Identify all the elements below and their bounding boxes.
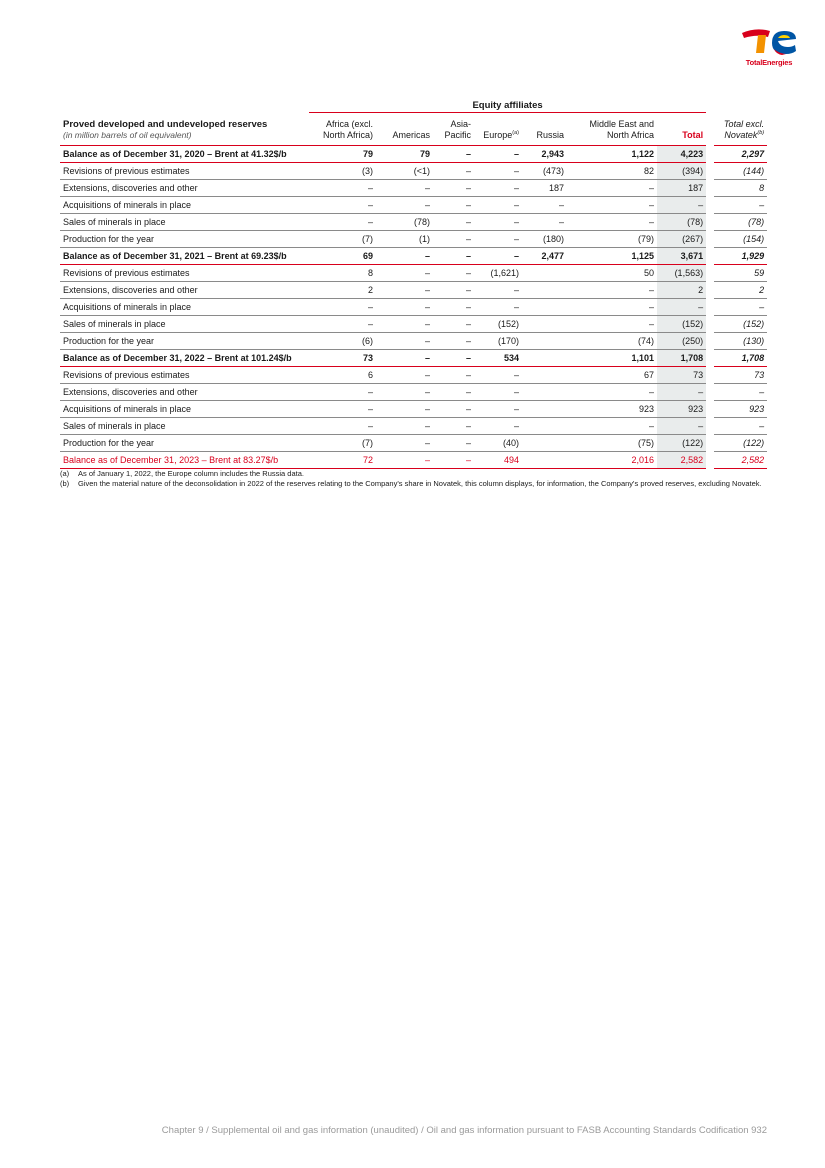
table-cell: – — [376, 180, 433, 197]
table-cell — [522, 333, 567, 350]
table-cell: – — [309, 401, 376, 418]
table-cell: 1,122 — [567, 146, 657, 163]
table-cell: – — [567, 214, 657, 231]
table-cell: – — [433, 180, 474, 197]
table-cell: – — [474, 214, 522, 231]
table-cell: 4,223 — [657, 146, 706, 163]
table-row — [60, 299, 767, 316]
table-cell: 72 — [309, 452, 376, 469]
table-cell: – — [376, 384, 433, 401]
column-header: Americas — [376, 113, 433, 146]
table-cell: – — [474, 418, 522, 435]
row-label: Revisions of previous estimates — [60, 163, 309, 180]
table-cell: – — [433, 146, 474, 163]
row-label: Extensions, discoveries and other — [60, 180, 309, 197]
table-cell: 534 — [474, 350, 522, 367]
table-cell: 2,016 — [567, 452, 657, 469]
table-cell: – — [433, 163, 474, 180]
table-cell: (152) — [474, 316, 522, 333]
row-label: Sales of minerals in place — [60, 214, 309, 231]
table-cell: – — [433, 384, 474, 401]
table-cell: – — [474, 248, 522, 265]
table-cell: (144) — [714, 163, 767, 180]
table-cell: 6 — [309, 367, 376, 384]
table-cell — [522, 384, 567, 401]
table-cell: 67 — [567, 367, 657, 384]
row-label: Extensions, discoveries and other — [60, 384, 309, 401]
table-cell: – — [657, 418, 706, 435]
footnote: (b) Given the material nature of the deconsolidation in 2022 of the reserves relating to the Company's share in Novatek, this column displays, for information, the Company's proved reserves, excluding Novatek. — [60, 478, 762, 488]
row-label: Sales of minerals in place — [60, 418, 309, 435]
table-cell: (473) — [522, 163, 567, 180]
table-cell: – — [309, 197, 376, 214]
table-cell: 187 — [522, 180, 567, 197]
totalenergies-logo — [738, 25, 800, 69]
table-cell: – — [522, 214, 567, 231]
column-header: Total — [657, 113, 706, 146]
table-cell: 73 — [714, 367, 767, 384]
table-cell: – — [376, 299, 433, 316]
table-cell — [522, 299, 567, 316]
table-cell: – — [474, 163, 522, 180]
table-cell: 2 — [309, 282, 376, 299]
table-cell: 73 — [657, 367, 706, 384]
table-cell — [522, 265, 567, 282]
table-cell: 494 — [474, 452, 522, 469]
table-cell: – — [433, 333, 474, 350]
table-cell: 2,477 — [522, 248, 567, 265]
table-cell: – — [376, 401, 433, 418]
table-row — [60, 435, 767, 452]
table-cell: 923 — [567, 401, 657, 418]
table-row — [60, 163, 767, 180]
table-cell: (152) — [714, 316, 767, 333]
footnotes — [60, 469, 767, 488]
table-cell: 73 — [309, 350, 376, 367]
table-cell: – — [567, 180, 657, 197]
table-cell: – — [474, 180, 522, 197]
table-cell: – — [376, 418, 433, 435]
table-row — [60, 146, 767, 163]
page-footer: Chapter 9 / Supplemental oil and gas information (unaudited) / Oil and gas information pursuant to FASB Accounting Standards Codification 932 — [161, 1125, 767, 1136]
table-cell: – — [309, 214, 376, 231]
table-cell: – — [433, 299, 474, 316]
table-row — [60, 197, 767, 214]
table-cell: – — [567, 384, 657, 401]
table-cell: (154) — [714, 231, 767, 248]
table-cell: – — [474, 401, 522, 418]
table-cell: – — [474, 367, 522, 384]
table-cell: – — [376, 435, 433, 452]
row-label: Sales of minerals in place — [60, 316, 309, 333]
table-cell: (78) — [376, 214, 433, 231]
table-cell: – — [433, 367, 474, 384]
table-cell: – — [567, 418, 657, 435]
table-cell: (79) — [567, 231, 657, 248]
table-row — [60, 384, 767, 401]
table-cell: – — [376, 265, 433, 282]
table-cell: 1,708 — [714, 350, 767, 367]
table-row — [60, 418, 767, 435]
table-cell: 1,101 — [567, 350, 657, 367]
table-cell — [522, 452, 567, 469]
table-cell: – — [657, 197, 706, 214]
row-label: Extensions, discoveries and other — [60, 282, 309, 299]
table-row — [60, 333, 767, 350]
table-cell: (75) — [567, 435, 657, 452]
table-cell: – — [309, 180, 376, 197]
table-cell: – — [433, 350, 474, 367]
table-cell: – — [376, 333, 433, 350]
table-cell: – — [657, 299, 706, 316]
row-label: Production for the year — [60, 231, 309, 248]
row-label: Revisions of previous estimates — [60, 265, 309, 282]
table-cell: – — [433, 452, 474, 469]
table-cell: – — [714, 384, 767, 401]
table-cell: (170) — [474, 333, 522, 350]
table-cell: – — [376, 316, 433, 333]
totalenergies-logo-icon — [738, 25, 800, 57]
reserves-table — [60, 98, 767, 469]
table-cell: – — [567, 316, 657, 333]
table-cell: 187 — [657, 180, 706, 197]
table-row — [60, 265, 767, 282]
table-cell: (394) — [657, 163, 706, 180]
row-label: Revisions of previous estimates — [60, 367, 309, 384]
table-cell: – — [657, 384, 706, 401]
table-cell: (<1) — [376, 163, 433, 180]
table-cell: 923 — [714, 401, 767, 418]
table-cell: – — [376, 367, 433, 384]
table-row — [60, 180, 767, 197]
table-cell: 3,671 — [657, 248, 706, 265]
table-row — [60, 316, 767, 333]
table-row — [60, 248, 767, 265]
table-cell — [522, 316, 567, 333]
row-label: Acquisitions of minerals in place — [60, 299, 309, 316]
row-label: Acquisitions of minerals in place — [60, 401, 309, 418]
table-cell: – — [433, 435, 474, 452]
table-cell: (1,621) — [474, 265, 522, 282]
table-cell: – — [433, 197, 474, 214]
table-cell: – — [376, 452, 433, 469]
table-cell: 1,125 — [567, 248, 657, 265]
table-cell: (6) — [309, 333, 376, 350]
column-header: Europe$^{(a)}$ — [474, 113, 522, 146]
table-cell: – — [309, 299, 376, 316]
table-cell: – — [567, 282, 657, 299]
table-cell: (7) — [309, 231, 376, 248]
table-cell: 2,582 — [714, 452, 767, 469]
table-cell: – — [567, 197, 657, 214]
table-cell: 1,929 — [714, 248, 767, 265]
table-cell: – — [474, 146, 522, 163]
footnote: (a) As of January 1, 2022, the Europe column includes the Russia data. — [60, 469, 304, 478]
row-label: Acquisitions of minerals in place — [60, 197, 309, 214]
table-cell: 79 — [376, 146, 433, 163]
table-cell: – — [433, 214, 474, 231]
table-cell: (152) — [657, 316, 706, 333]
table-cell — [522, 367, 567, 384]
row-label: Balance as of December 31, 2021 – Brent at 69.23$/b — [60, 248, 309, 265]
column-header: Russia — [522, 113, 567, 146]
table-cell: – — [714, 197, 767, 214]
table-cell: – — [474, 299, 522, 316]
table-cell: – — [714, 418, 767, 435]
table-cell: – — [376, 350, 433, 367]
table-cell: – — [433, 316, 474, 333]
table-row — [60, 401, 767, 418]
table-cell: – — [433, 401, 474, 418]
table-cell: 59 — [714, 265, 767, 282]
table-cell: – — [474, 231, 522, 248]
table-cell: – — [433, 265, 474, 282]
table-cell: (40) — [474, 435, 522, 452]
table-cell — [522, 401, 567, 418]
table-row — [60, 367, 767, 384]
row-label: Balance as of December 31, 2023 – Brent at 83.27$/b — [60, 452, 309, 469]
table-cell: – — [309, 316, 376, 333]
table-row — [60, 214, 767, 231]
table-label-header: Proved developed and undeveloped reserves (in million barrels of oil equivalent) — [60, 113, 309, 146]
table-cell: – — [474, 384, 522, 401]
table-cell: – — [433, 418, 474, 435]
table-cell: 2,297 — [714, 146, 767, 163]
table-cell: 923 — [657, 401, 706, 418]
table-cell: – — [309, 384, 376, 401]
brand-name: TotalEnergies — [745, 58, 793, 67]
column-header: Asia- Pacific — [433, 113, 474, 146]
table-cell: 2 — [714, 282, 767, 299]
table-cell: (122) — [657, 435, 706, 452]
column-header: Africa (excl. North Africa) — [309, 113, 376, 146]
equity-affiliates-header: Equity affiliates — [309, 98, 706, 113]
table-cell: 50 — [567, 265, 657, 282]
table-cell: (267) — [657, 231, 706, 248]
table-cell — [522, 435, 567, 452]
table-cell: (74) — [567, 333, 657, 350]
table-cell: 8 — [309, 265, 376, 282]
table-row — [60, 282, 767, 299]
table-cell: (3) — [309, 163, 376, 180]
table-cell — [522, 282, 567, 299]
row-label: Production for the year — [60, 333, 309, 350]
table-cell: 2,582 — [657, 452, 706, 469]
table-cell: – — [474, 197, 522, 214]
table-cell: – — [376, 282, 433, 299]
table-cell: 69 — [309, 248, 376, 265]
table-cell: – — [376, 248, 433, 265]
row-label: Balance as of December 31, 2020 – Brent at 41.32$/b — [60, 146, 309, 163]
table-cell: – — [433, 248, 474, 265]
table-cell: (7) — [309, 435, 376, 452]
table-row — [60, 452, 767, 469]
column-header: Total excl. Novatek$^{(b)}$ — [714, 113, 767, 146]
row-label: Production for the year — [60, 435, 309, 452]
table-cell: 82 — [567, 163, 657, 180]
table-cell: – — [522, 197, 567, 214]
row-label: Balance as of December 31, 2022 – Brent at 101.24$/b — [60, 350, 309, 367]
table-cell: – — [433, 231, 474, 248]
column-header: Middle East and North Africa — [567, 113, 657, 146]
table-cell: – — [376, 197, 433, 214]
table-cell: (78) — [657, 214, 706, 231]
table-cell: (180) — [522, 231, 567, 248]
table-cell: (122) — [714, 435, 767, 452]
table-cell: 2 — [657, 282, 706, 299]
table-row — [60, 231, 767, 248]
table-cell: (130) — [714, 333, 767, 350]
table-cell: (1,563) — [657, 265, 706, 282]
table-cell: – — [567, 299, 657, 316]
table-cell: – — [309, 418, 376, 435]
table-cell: 8 — [714, 180, 767, 197]
table-cell: 2,943 — [522, 146, 567, 163]
table-cell: – — [474, 282, 522, 299]
table-cell: 1,708 — [657, 350, 706, 367]
table-cell — [522, 350, 567, 367]
table-cell: – — [714, 299, 767, 316]
table-cell: (78) — [714, 214, 767, 231]
table-cell: 79 — [309, 146, 376, 163]
table-cell: – — [433, 282, 474, 299]
table-cell: (250) — [657, 333, 706, 350]
table-cell — [522, 418, 567, 435]
table-cell: (1) — [376, 231, 433, 248]
table-row — [60, 350, 767, 367]
